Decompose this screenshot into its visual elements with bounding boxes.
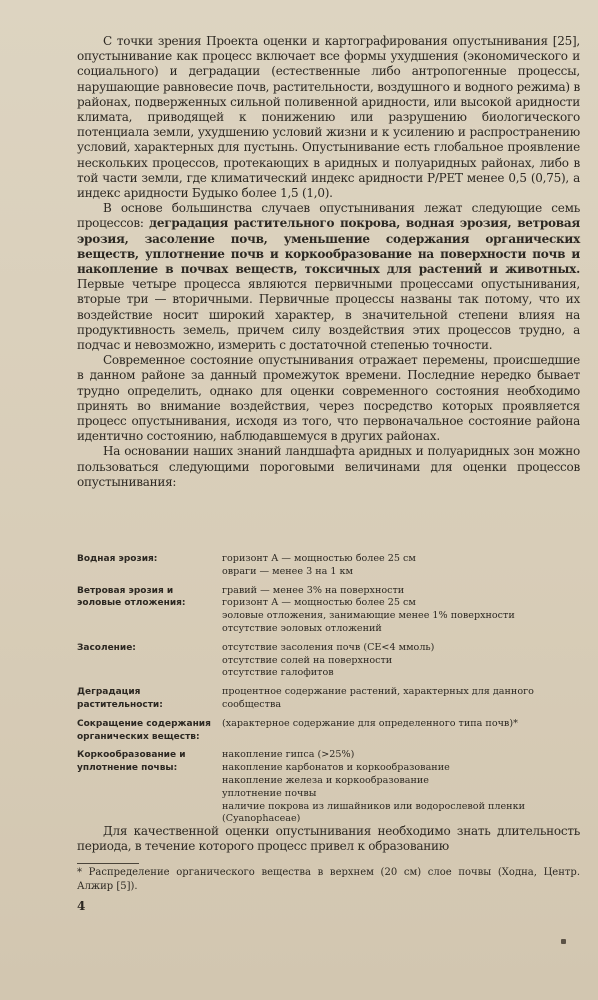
threshold-label: Засоление:	[77, 642, 136, 653]
threshold-row	[77, 686, 580, 712]
threshold-value: наличие покрова из лишайников или водорослевой пленки	[222, 800, 525, 812]
print-mark-icon	[561, 939, 566, 944]
threshold-label: Коркообразование и уплотнение почвы:	[77, 750, 186, 774]
paragraph-2-bold: деградация растительного покрова, водная эрозия, ветровая эрозия, засоление почв, уменьшение содержания органических веществ, уплотнение почв и коркообразование на поверхности почв и накопление в почвах веществ, токсичных для растений и животных.	[77, 216, 580, 277]
threshold-table	[77, 553, 580, 826]
paragraph-5-text: Для качественной оценки опустынивания необходимо знать длительность периода, в течение которого процесс привел к образованию	[77, 824, 580, 854]
paragraph-4	[77, 444, 580, 490]
paragraph-3	[77, 353, 580, 444]
threshold-value: горизонт А — мощностью более 25 см	[222, 597, 416, 609]
threshold-row	[77, 642, 580, 680]
threshold-values	[222, 585, 580, 636]
threshold-values	[222, 749, 580, 826]
threshold-label: Деградация растительности:	[77, 687, 163, 710]
paragraph-3-text: Современное состояние опустынивания отражает перемены, происшедшие в данном районе за данный промежуток времени. Последние нередко бывает трудно определить, однако для оценки современного состояния необходимо принять во внимание воздействия, через посредство которых проявляется процесс опустынивания, исходя из того, что первоначальное состояние района идентично состоянию, наблюдавшемуся в других районах.	[77, 353, 580, 444]
paragraph-4-text: На основании наших знаний ландшафта аридных и полуаридных зон можно пользоваться следующими пороговыми величинами для оценки процессов опустынивания:	[77, 444, 580, 489]
paragraph-2-start: В основе большинства случаев опустынивания лежат следующие семь процессов:	[77, 201, 580, 231]
threshold-value: процентное содержание растений, характерных для данного	[222, 686, 534, 698]
threshold-value: уплотнение почвы	[222, 787, 317, 799]
threshold-row	[77, 585, 580, 636]
threshold-values	[222, 686, 580, 712]
threshold-value: эоловые отложения, занимающие менее 1% поверхности	[222, 610, 515, 622]
threshold-values	[222, 642, 580, 680]
threshold-value: горизонт А — мощностью более 25 см	[222, 553, 416, 564]
threshold-value: отсутствие засоления почв (СЕ<4 ммоль)	[222, 641, 435, 653]
threshold-values	[222, 718, 580, 744]
threshold-row	[77, 718, 580, 744]
closing-text	[77, 824, 580, 854]
threshold-label: Ветровая эрозия и эоловые отложения:	[77, 585, 186, 609]
threshold-value: отсутствие галофитов	[222, 667, 334, 679]
paragraph-5	[77, 824, 580, 854]
threshold-row	[77, 749, 580, 826]
main-text	[77, 34, 580, 490]
threshold-label: Сокращение содержания органических веществ:	[77, 718, 211, 742]
threshold-value: гравий — менее 3% на поверхности	[222, 584, 405, 596]
paragraph-1-text: С точки зрения Проекта оценки и картографирования опустынивания [25], опустынивание как процесс включает все формы ухудшения (экономического и социального) и деградации (естественные либо антропогенные процессы, нарушающие равновесие почв, растительности, воздушного и водного режима) в районах, подверженных сильной поливенной аридности, или высокой аридности климата, приводящей к понижению или разрушению биологического потенциала земли, ухудшению условий жизни и к усилению и распространению условий, характерных для пустынь. Опустынивание есть глобальное проявление нескольких процессов, протекающих в аридных и полуаридных районах, либо в той части земли, где климатический индекс аридности P/PET менее 0,5 (0,75), а индекс аридности Будыко более 1,5 (1,0).	[77, 34, 580, 201]
threshold-values	[222, 553, 580, 579]
threshold-value: накопление гипса (>25%)	[222, 749, 355, 761]
threshold-value: (характерное содержание для определенного типа почв)*	[222, 717, 518, 729]
footnote-divider	[77, 863, 139, 864]
threshold-label: Водная эрозия:	[77, 554, 158, 564]
page-number: 4	[77, 899, 86, 913]
threshold-value: овраги — менее 3 на 1 км	[222, 565, 354, 577]
threshold-value: отсутствие солей на поверхности	[222, 654, 393, 666]
paragraph-2-end: Первые четыре процесса являются первичными процессами опустынивания, вторые три — вторичными. Первичные процессы названы так потому, что их воздействие носит широкий характер, в значительной степени влияя на продуктивность земель, причем силу воздействия этих процессов трудно, а подчас и невозможно, измерить с достаточной степенью точности.	[77, 277, 580, 353]
threshold-value: (Cyanophaceae)	[222, 813, 301, 825]
threshold-value: накопление карбонатов и коркообразование	[222, 762, 450, 774]
paragraph-1	[77, 34, 580, 201]
threshold-value: сообщества	[222, 698, 282, 710]
footnote	[77, 866, 580, 893]
threshold-row	[77, 553, 580, 579]
threshold-value: отсутствие эоловых отложений	[222, 622, 382, 634]
footnote-text: * Распределение органического вещества в верхнем (20 см) слое почвы (Ходна, Центр. Алжир [5]).	[77, 867, 580, 892]
threshold-value: накопление железа и коркообразование	[222, 774, 429, 786]
paragraph-2	[77, 201, 580, 353]
